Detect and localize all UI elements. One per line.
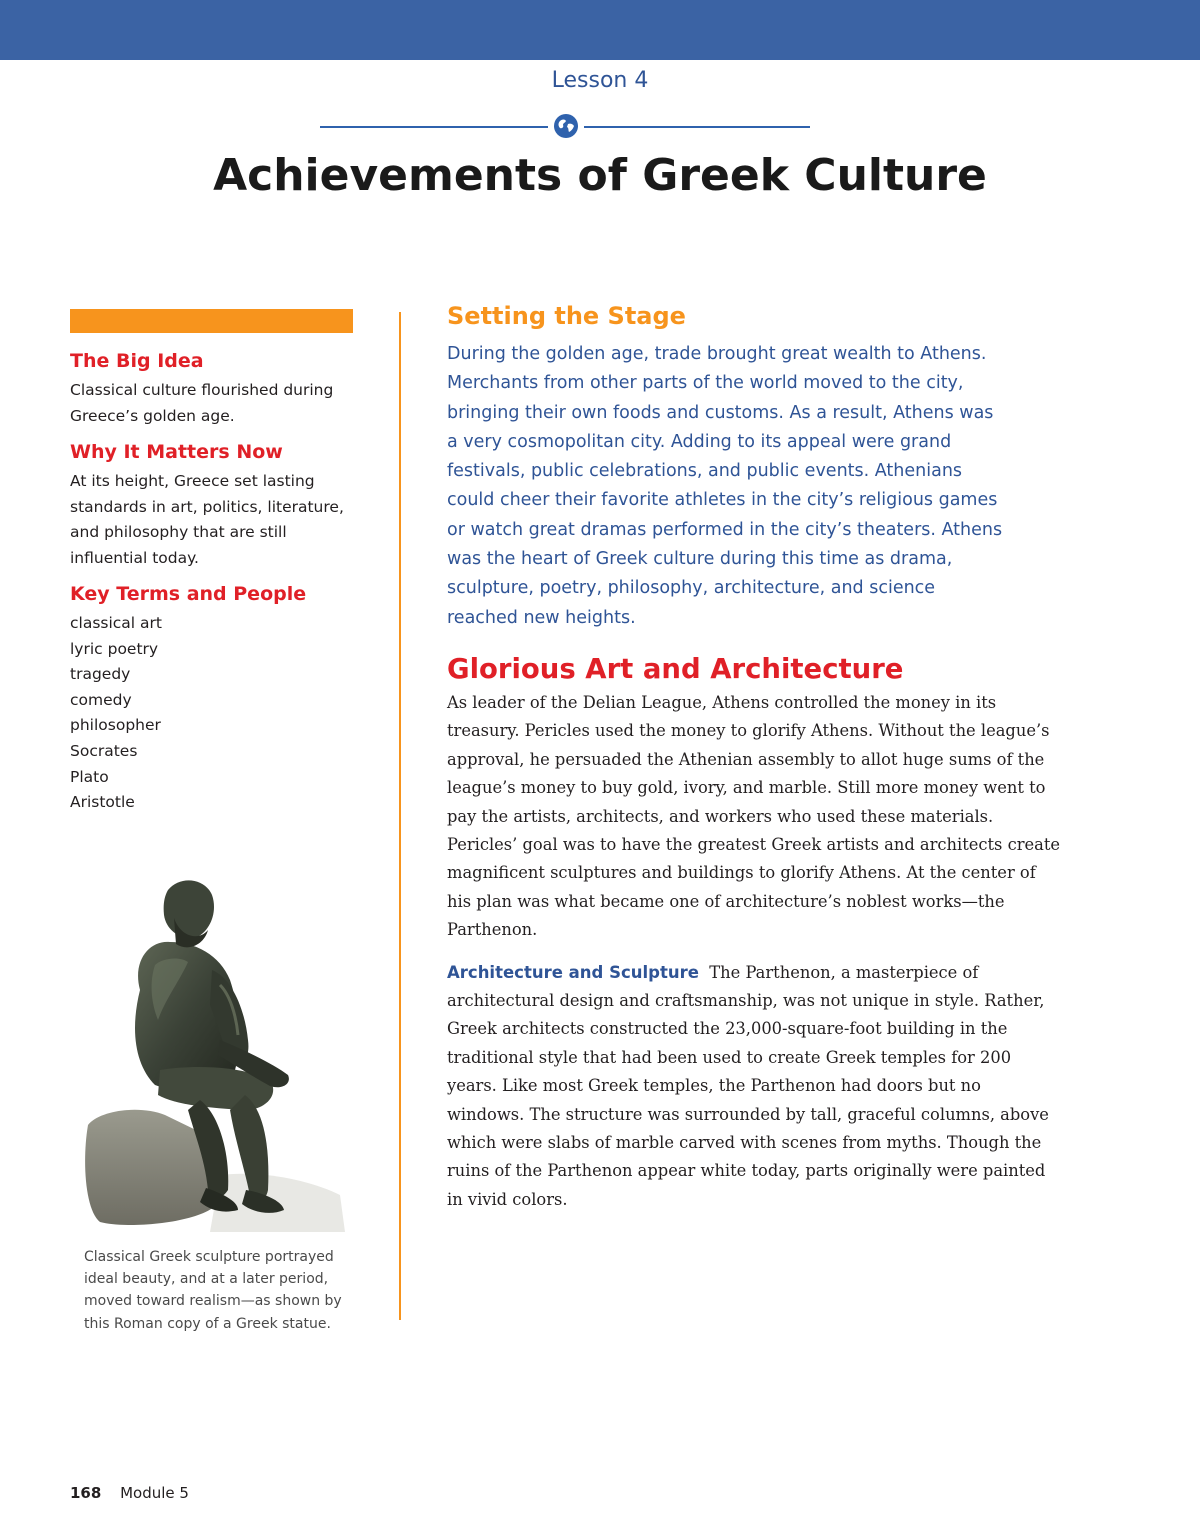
why-it-matters-heading: Why It Matters Now xyxy=(70,441,283,463)
body-paragraph-subsection xyxy=(447,959,1062,1215)
key-term: classical art xyxy=(70,614,162,632)
column-divider xyxy=(399,312,401,1320)
key-term: Plato xyxy=(70,767,109,786)
header-rule-right xyxy=(584,126,810,128)
module-label: Module 5 xyxy=(120,1484,189,1502)
sidebar-accent-bar xyxy=(70,309,353,333)
big-idea-heading: The Big Idea xyxy=(70,350,204,372)
globe-icon xyxy=(553,113,579,139)
body-paragraph: As leader of the Delian League, Athens controlled the money in its treasury. Pericles used the money to glorify Athens. Without the league’s approval, he persuaded the Athenian assembly to allot huge sums of the league’s money to buy gold, ivory, and marble. Still more money went to pay the artists, architects, and workers who used these materials. Pericles’ goal was to have the greatest Greek artists and architects create magnificent sculptures and buildings to glorify Athens. At the center of his plan was what became one of architecture’s noblest works—the Parthenon. xyxy=(447,692,1061,940)
big-idea-text: Classical culture flourished during Greece’s golden age. xyxy=(70,381,334,425)
key-term: comedy xyxy=(70,690,132,709)
section-heading: Glorious Art and Architecture xyxy=(447,652,904,685)
setting-the-stage-text: During the golden age, trade brought great wealth to Athens. Merchants from other parts of the world moved to the city, bringing their own foods and customs. As a result, Athens was a very cosmopolitan city. Adding to its appeal were grand festivals, public celebrations, and public events. Athenians could cheer their favorite athletes in the city’s religious games or watch great dramas performed in the city’s theaters. Athens was the heart of Greek culture during this time as drama, sculpture, poetry, philosophy, architecture, and science reached new heights. xyxy=(447,344,1003,628)
key-term: lyric poetry xyxy=(70,639,159,658)
main-column xyxy=(447,302,1069,1214)
key-terms-list xyxy=(70,611,360,816)
key-term: tragedy xyxy=(70,665,131,684)
key-terms-heading: Key Terms and People xyxy=(70,583,307,605)
header-band xyxy=(0,0,1200,60)
page-number: 168 xyxy=(70,1484,102,1502)
subsection-text: The Parthenon, a masterpiece of architectural design and craftsmanship, was not unique in style. Rather, Greek architects constructed the 23,000-square-foot building in the traditional style that had been used to create Greek temples for 200 years. Like most Greek temples, the Parthenon had doors but no windows. The structure was surrounded by tall, graceful columns, above which were slabs of marble carved with scenes from myths. Though the ruins of the Parthenon appear white today, parts originally were painted in vivid colors. xyxy=(447,962,1049,1209)
lesson-label: Lesson 4 xyxy=(551,68,649,93)
key-term: Socrates xyxy=(70,741,138,760)
key-term: Aristotle xyxy=(70,793,135,812)
seated-boxer-statue-image xyxy=(70,870,345,1232)
header-rule-left xyxy=(320,126,548,128)
page-footer xyxy=(70,1484,189,1502)
why-it-matters-text: At its height, Greece set lasting standards in art, politics, literature, and philosophy that are still influential today. xyxy=(70,472,344,567)
setting-the-stage-heading: Setting the Stage xyxy=(447,302,686,330)
page-title: Achievements of Greek Culture xyxy=(213,150,987,201)
subsection-heading: Architecture and Sculpture xyxy=(447,962,699,982)
image-caption: Classical Greek sculpture portrayed ideal beauty, and at a later period, moved toward realism—as shown by this Roman copy of a Greek statue. xyxy=(84,1249,342,1332)
key-term: philosopher xyxy=(70,716,161,735)
sidebar xyxy=(70,350,360,816)
